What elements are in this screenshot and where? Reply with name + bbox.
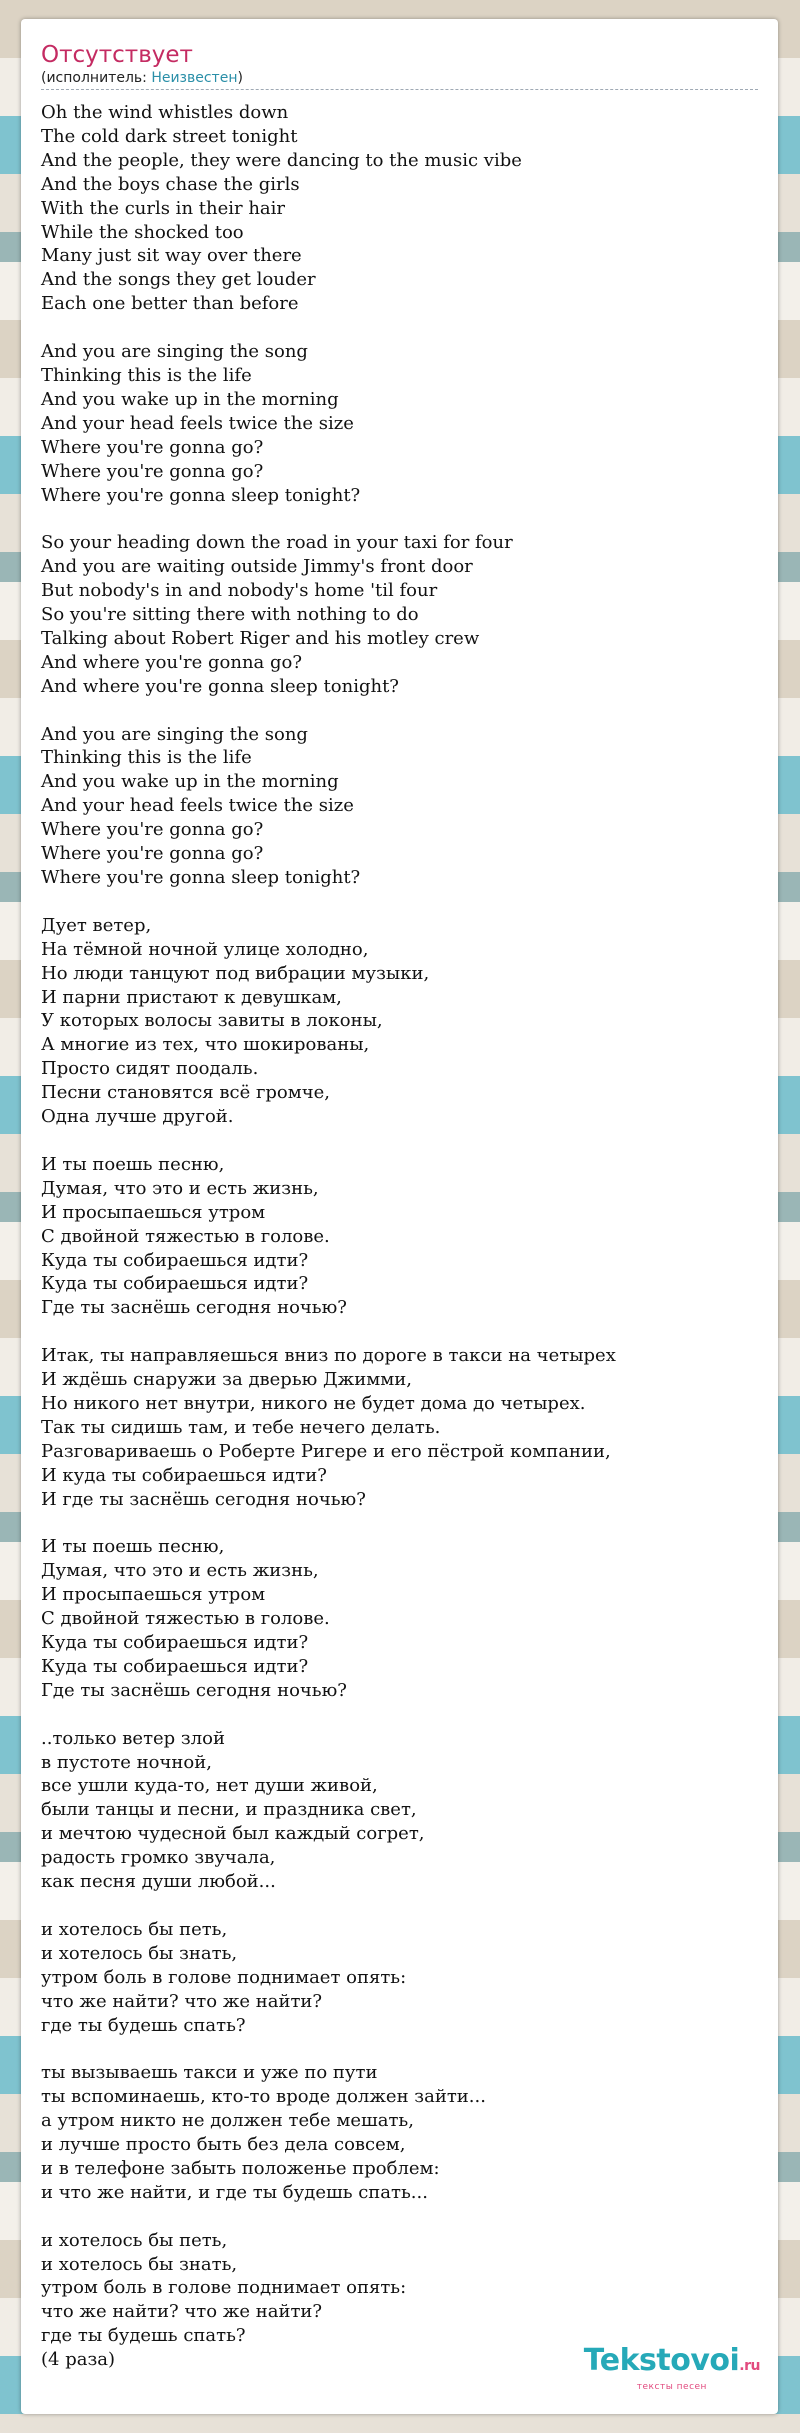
lyric-line: Куда ты собираешься идти?	[41, 1655, 309, 1677]
lyric-line: Но никого нет внутри, никого не будет дома до четырех.	[41, 1392, 586, 1414]
lyric-line: ты вспоминаешь, кто-то вроде должен зайти...	[41, 2086, 486, 2108]
logo-wordmark	[584, 2345, 760, 2382]
lyrics-text	[41, 101, 758, 2372]
lyric-line: Куда ты собираешься идти?	[41, 1249, 309, 1271]
lyric-line: были танцы и песни, и праздника свет,	[41, 1799, 417, 1821]
stanza-break	[41, 2037, 758, 2061]
stanza-break	[41, 1129, 758, 1153]
logo-tagline: тексты песен	[636, 2382, 707, 2392]
lyric-line: Итак, ты направляешься вниз по дороге в такси на четырех	[41, 1345, 616, 1367]
lyric-line: Where you're gonna sleep tonight?	[41, 867, 361, 888]
lyric-line: Думая, что это и есть жизнь,	[41, 1560, 319, 1582]
lyric-line: The cold dark street tonight	[41, 125, 298, 147]
lyric-line: Где ты заснёшь сегодня ночью?	[41, 1297, 347, 1319]
lyric-line: А многие из тех, что шокированы,	[41, 1034, 370, 1056]
lyric-line: как песня души любой...	[41, 1871, 276, 1893]
artist-line	[41, 69, 243, 87]
lyric-line: Просто сидят поодаль.	[41, 1058, 259, 1080]
stanza-break	[41, 2205, 758, 2229]
lyric-line: И ждёшь снаружи за дверью Джимми,	[41, 1369, 412, 1391]
lyric-line: And the songs they get louder	[41, 269, 316, 291]
lyric-line: Куда ты собираешься идти?	[41, 1273, 309, 1295]
lyric-line: While the shocked too	[41, 221, 244, 243]
lyric-line: And the people, they were dancing to the music vibe	[41, 149, 522, 171]
lyric-line: и хотелось бы петь,	[41, 1918, 228, 1940]
song-title: Отсутствует	[41, 42, 193, 68]
lyric-line: Одна лучше другой.	[41, 1106, 234, 1128]
lyric-line: And your head feels twice the size	[41, 795, 354, 817]
stanza-break	[41, 507, 758, 531]
lyric-line: И ты поешь песню,	[41, 1153, 225, 1175]
lyric-line: And where you're gonna go?	[41, 651, 302, 673]
stanza-break	[41, 1703, 758, 1727]
lyric-line: На тёмной ночной улице холодно,	[41, 938, 369, 960]
lyric-line: И просыпаешься утром	[41, 1201, 266, 1223]
lyric-line: And you wake up in the morning	[41, 388, 339, 410]
logo-name: Tekstovoi	[583, 2343, 740, 2378]
lyric-line: и в телефоне забыть положенье проблем:	[41, 2157, 440, 2179]
lyric-line: Talking about Robert Riger and his motley crew	[41, 627, 480, 649]
stanza-break	[41, 1894, 758, 1918]
stanza-break	[41, 316, 758, 340]
lyric-line: Дует ветер,	[41, 914, 152, 936]
lyric-line: Thinking this is the life	[41, 747, 252, 769]
lyric-line: все ушли куда-то, нет души живой,	[41, 1775, 378, 1797]
lyric-line: And you are singing the song	[41, 341, 308, 363]
lyric-line: а утром никто не должен тебе мешать,	[41, 2110, 414, 2132]
lyric-line: But nobody's in and nobody's home 'til four	[41, 580, 438, 602]
lyric-line: радость громко звучала,	[41, 1847, 276, 1869]
lyric-line: Each one better than before	[41, 293, 299, 315]
lyric-line: And you are singing the song	[41, 723, 308, 745]
lyric-line: и хотелось бы петь,	[41, 2229, 228, 2251]
lyric-line: ..только ветер злой	[41, 1727, 226, 1749]
lyric-line: и лучше просто быть без дела совсем,	[41, 2134, 406, 2156]
stanza-break	[41, 699, 758, 723]
lyric-line: Куда ты собираешься идти?	[41, 1632, 309, 1653]
artist-suffix: )	[237, 70, 243, 86]
lyric-line: And you wake up in the morning	[41, 771, 339, 793]
lyric-line: утром боль в голове поднимает опять:	[41, 2277, 407, 2299]
lyric-line: Так ты сидишь там, и тебе нечего делать.	[41, 1416, 441, 1438]
lyric-line: Where you're gonna go?	[41, 460, 264, 482]
lyric-line: Песни становятся всё громче,	[41, 1082, 331, 1104]
lyric-line: And where you're gonna sleep tonight?	[41, 675, 399, 697]
lyric-line: Где ты заснёшь сегодня ночью?	[41, 1679, 347, 1701]
lyric-line: С двойной тяжестью в голове.	[41, 1225, 330, 1247]
site-logo[interactable]	[584, 2345, 760, 2392]
lyric-line: и хотелось бы знать,	[41, 2253, 238, 2275]
lyric-line: Oh the wind whistles down	[41, 102, 289, 123]
lyric-line: и хотелось бы знать,	[41, 1942, 238, 1964]
lyrics-card	[21, 19, 778, 2414]
lyric-line: утром боль в голове поднимает опять:	[41, 1966, 407, 1988]
logo-suffix: .ru	[739, 2358, 760, 2374]
lyric-line: И где ты заснёшь сегодня ночью?	[41, 1488, 366, 1510]
lyric-line: Where you're gonna go?	[41, 436, 264, 458]
title-divider	[41, 89, 758, 90]
lyric-line: Where you're gonna go?	[41, 819, 264, 841]
lyric-line: Но люди танцуют под вибрации музыки,	[41, 962, 430, 984]
stanza-break	[41, 1320, 758, 1344]
lyric-line: Many just sit way over there	[41, 245, 302, 267]
lyric-line: и что же найти, и где ты будешь спать...	[41, 2181, 428, 2203]
lyric-line: что же найти? что же найти?	[41, 1990, 323, 2012]
lyric-line: Думая, что это и есть жизнь,	[41, 1177, 319, 1199]
lyric-line: So your heading down the road in your taxi for four	[41, 532, 513, 554]
lyric-line: где ты будешь спать?	[41, 2014, 246, 2036]
lyric-line: что же найти? что же найти?	[41, 2301, 323, 2323]
lyric-line: ты вызываешь такси и уже по пути	[41, 2062, 378, 2084]
lyric-line: Where you're gonna sleep tonight?	[41, 484, 361, 506]
lyric-line: Thinking this is the life	[41, 364, 252, 386]
lyric-line: С двойной тяжестью в голове.	[41, 1608, 330, 1630]
lyric-line: И просыпаешься утром	[41, 1584, 266, 1606]
lyric-line: в пустоте ночной,	[41, 1751, 212, 1773]
lyric-line: и мечтою чудесной был каждый согрет,	[41, 1823, 425, 1845]
stanza-break	[41, 890, 758, 914]
stanza-break	[41, 1511, 758, 1535]
lyric-line: Разговариваешь о Роберте Ригере и его пёстрой компании,	[41, 1440, 611, 1462]
lyric-line: (4 раза)	[41, 2349, 116, 2371]
artist-prefix: (исполнитель:	[41, 70, 152, 86]
lyric-line: У которых волосы завиты в локоны,	[41, 1010, 383, 1032]
lyric-line: And you are waiting outside Jimmy's front door	[41, 556, 473, 578]
artist-link[interactable]: Неизвестен	[151, 70, 238, 86]
lyric-line: And the boys chase the girls	[41, 173, 300, 195]
lyric-line: где ты будешь спать?	[41, 2325, 246, 2347]
lyric-line: So you're sitting there with nothing to do	[41, 604, 419, 626]
lyric-line: With the curls in their hair	[41, 197, 286, 219]
lyric-line: And your head feels twice the size	[41, 412, 354, 434]
lyric-line: И парни пристают к девушкам,	[41, 986, 342, 1008]
lyric-line: И ты поешь песню,	[41, 1536, 225, 1558]
lyric-line: И куда ты собираешься идти?	[41, 1464, 327, 1486]
lyric-line: Where you're gonna go?	[41, 843, 264, 865]
